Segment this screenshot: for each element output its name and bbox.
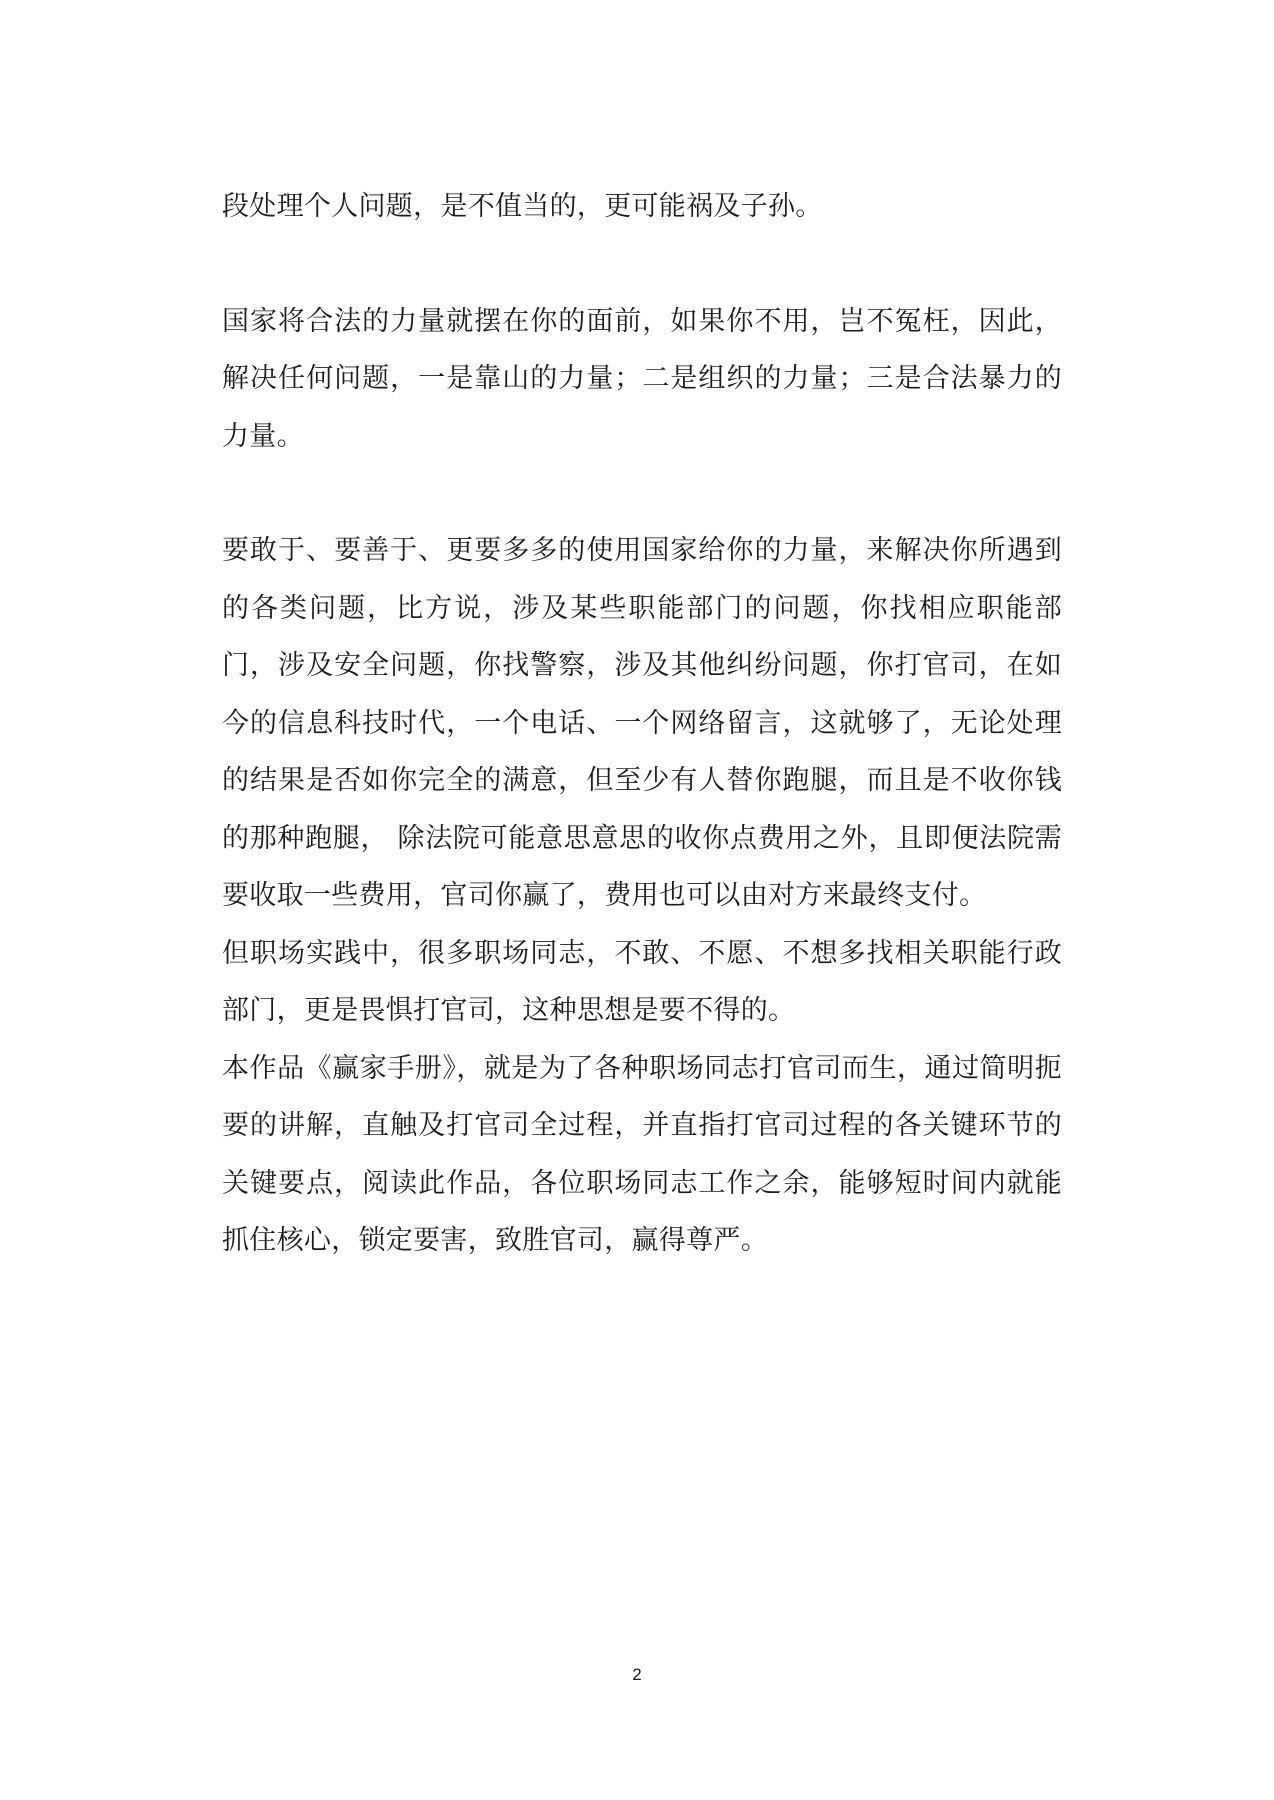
paragraph-5: 本作品《赢家手册》，就是为了各种职场同志打官司而生，通过简明扼要的讲解，直触及打官司全过程，并直指打官司过程的各关键环节的关键要点，阅读此作品，各位职场同志工作之余，能够短时间内就能抓住核心，锁定要害，致胜官司，赢得尊严。 [222, 1052, 1062, 1256]
paragraph-3: 要敢于、要善于、更要多多的使用国家给你的力量，来解决你所遇到的各类问题，比方说，涉及某些职能部门的问题，你找相应职能部门，涉及安全问题，你找警察，涉及其他纠纷问题，你打官司，在如今的信息科技时代，一个电话、一个网络留言，这就够了，无论处理的结果是否如你完全的满意，但至少有人替你跑腿，而且是不收你钱的那种跑腿， 除法院可能意思意思的收你点费用之外，且即便法院需要收取一些费用，官司你赢了，费用也可以由对方来最终支付。 [222, 535, 1062, 911]
body-text [222, 178, 1062, 1270]
page-number: 2 [632, 1665, 642, 1684]
paragraph-2: 国家将合法的力量就摆在你的面前，如果你不用，岂不冤枉，因此，解决任何问题，一是靠山的力量；二是组织的力量；三是合法暴力的力量。 [222, 305, 1062, 452]
paragraph-1: 段处理个人问题，是不值当的，更可能祸及子孙。 [222, 191, 823, 222]
paragraph-4: 但职场实践中，很多职场同志，不敢、不愿、不想多找相关职能行政部门，更是畏惧打官司，这种思想是要不得的。 [222, 937, 1062, 1026]
